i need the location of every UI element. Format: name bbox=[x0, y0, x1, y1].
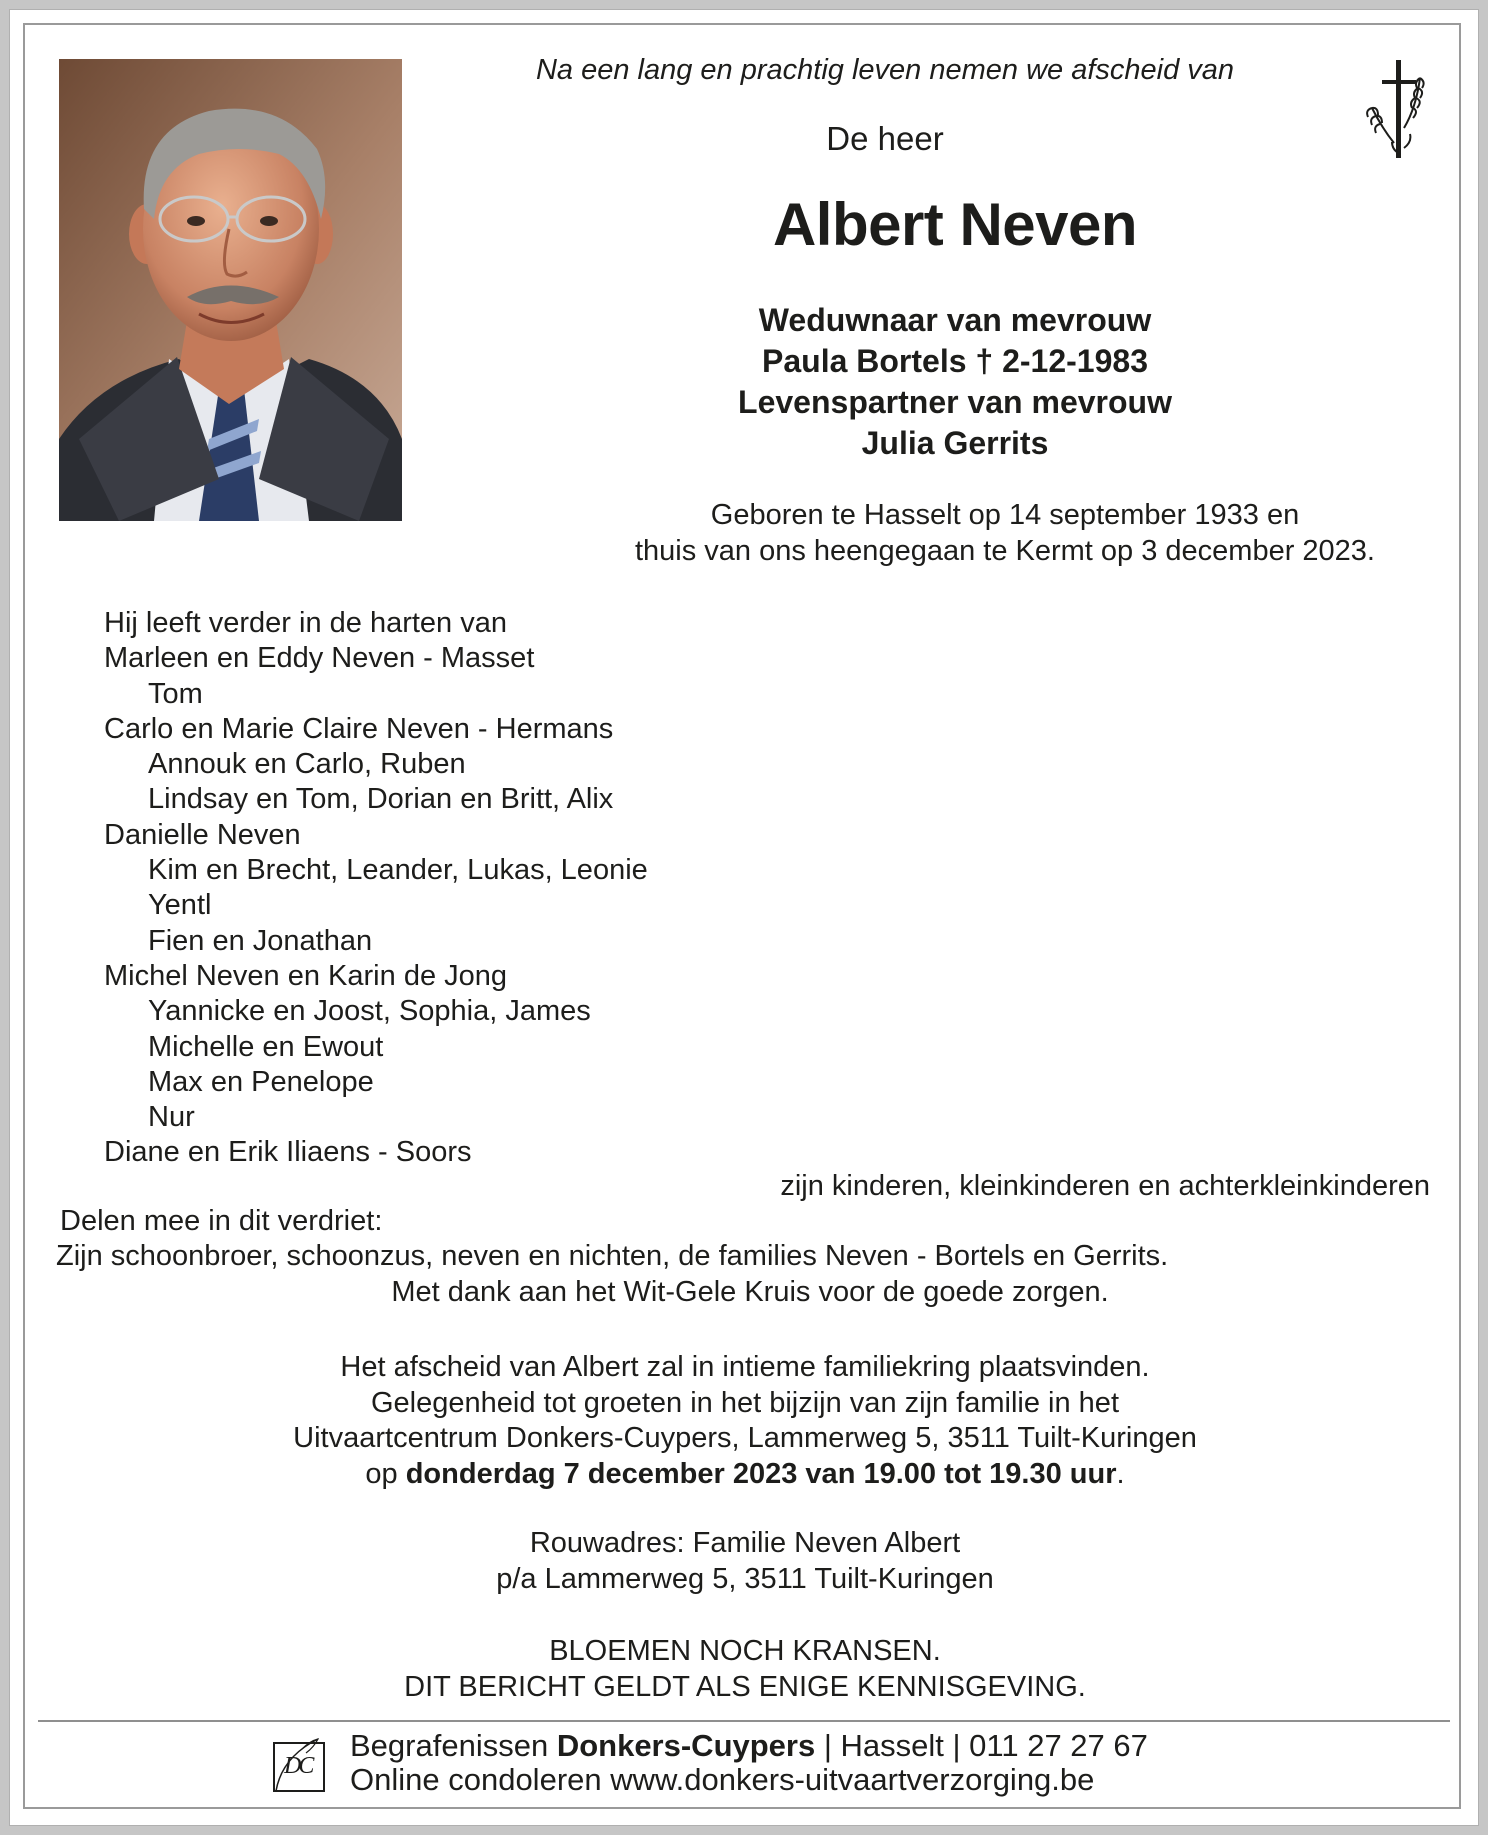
relation-line: Paula Bortels † 2-12-1983 bbox=[762, 343, 1148, 379]
company-name: Donkers-Cuypers bbox=[556, 1728, 816, 1763]
family-member: Annouk en Carlo, Ruben bbox=[148, 748, 466, 781]
family-member: Yannicke en Joost, Sophia, James bbox=[148, 995, 591, 1028]
footer bbox=[350, 1729, 1148, 1797]
intro-line: Na een lang en prachtig leven nemen we afscheid van bbox=[535, 54, 1235, 86]
footer-sep: | Hasselt | bbox=[815, 1728, 970, 1763]
relation-line: Levenspartner van mevrouw bbox=[738, 384, 1172, 420]
farewell-block bbox=[60, 1350, 1430, 1492]
family-member: Yentl bbox=[148, 889, 212, 922]
family-member: Carlo en Marie Claire Neven - Hermans bbox=[104, 712, 614, 745]
family-member: Fien en Jonathan bbox=[148, 924, 373, 957]
funeral-home-logo-icon bbox=[272, 1737, 330, 1795]
farewell-line: Het afscheid van Albert zal in intieme familiekring plaatsvinden. bbox=[340, 1351, 1150, 1383]
family-member: Danielle Neven bbox=[104, 818, 301, 851]
farewell-line: Gelegenheid tot groeten in het bijzijn van zijn familie in het bbox=[370, 1386, 1119, 1419]
deceased-name: Albert Neven bbox=[772, 191, 1138, 258]
family-member: Lindsay en Tom, Dorian en Britt, Alix bbox=[148, 783, 614, 816]
logo-letters: DC bbox=[284, 1753, 312, 1779]
address-line: p/a Lammerweg 5, 3511 Tuilt-Kuringen bbox=[496, 1562, 994, 1595]
footer-line-1 bbox=[350, 1729, 1148, 1763]
notices bbox=[60, 1634, 1430, 1705]
cross-wheat-icon bbox=[1360, 58, 1440, 160]
date-bold: donderdag 7 december 2023 van 19.00 tot 19.30 uur bbox=[405, 1457, 1117, 1490]
birth-death-block bbox=[430, 497, 1488, 569]
relations-block bbox=[430, 300, 1480, 464]
salutation: De heer bbox=[826, 120, 944, 157]
family-member: Max en Penelope bbox=[148, 1065, 374, 1098]
family-member: Michelle en Ewout bbox=[148, 1030, 384, 1063]
portrait-photo bbox=[59, 59, 402, 521]
date-suffix: . bbox=[1116, 1457, 1125, 1490]
farewell-date bbox=[60, 1457, 1430, 1493]
family-member: Marleen en Eddy Neven - Masset bbox=[104, 642, 535, 675]
family-member: Tom bbox=[148, 677, 203, 710]
family-member: Kim en Brecht, Leander, Lukas, Leonie bbox=[148, 854, 648, 887]
address-line: Rouwadres: Familie Neven Albert bbox=[529, 1527, 961, 1559]
date-prefix: op bbox=[365, 1457, 406, 1490]
share-text: Zijn schoonbroer, schoonzus, neven en nichten, de families Neven - Bortels en Gerrits. bbox=[56, 1240, 1169, 1272]
family-member: Nur bbox=[148, 1101, 195, 1134]
mourning-address bbox=[60, 1526, 1430, 1597]
notice-line: DIT BERICHT GELDT ALS ENIGE KENNISGEVING. bbox=[404, 1670, 1086, 1703]
death-line: thuis van ons heengegaan te Kermt op 3 december 2023. bbox=[634, 535, 1375, 567]
relation-line: Julia Gerrits bbox=[861, 425, 1049, 461]
footer-divider bbox=[38, 1720, 1450, 1722]
footer-line-2: Online condoleren www.donkers-uitvaartverzorging.be bbox=[350, 1762, 1095, 1797]
notice-line: BLOEMEN NOCH KRANSEN. bbox=[549, 1635, 941, 1667]
family-member: Michel Neven en Karin de Jong bbox=[104, 959, 508, 992]
family-list bbox=[104, 606, 648, 1171]
phone-number: 011 27 27 67 bbox=[969, 1728, 1148, 1763]
footer-prefix: Begrafenissen bbox=[350, 1728, 557, 1763]
thanks-line: Met dank aan het Wit-Gele Kruis voor de goede zorgen. bbox=[391, 1276, 1109, 1308]
family-role: zijn kinderen, kleinkinderen en achterkleinkinderen bbox=[780, 1170, 1430, 1202]
farewell-line: Uitvaartcentrum Donkers-Cuypers, Lammerweg 5, 3511 Tuilt-Kuringen bbox=[293, 1422, 1197, 1454]
share-heading: Delen mee in dit verdriet: bbox=[60, 1205, 383, 1237]
family-heading: Hij leeft verder in de harten van bbox=[104, 607, 507, 639]
birth-line: Geboren te Hasselt op 14 september 1933 en bbox=[710, 499, 1300, 531]
family-member: Diane en Erik Iliaens - Soors bbox=[104, 1136, 472, 1169]
relation-line: Weduwnaar van mevrouw bbox=[758, 302, 1152, 338]
